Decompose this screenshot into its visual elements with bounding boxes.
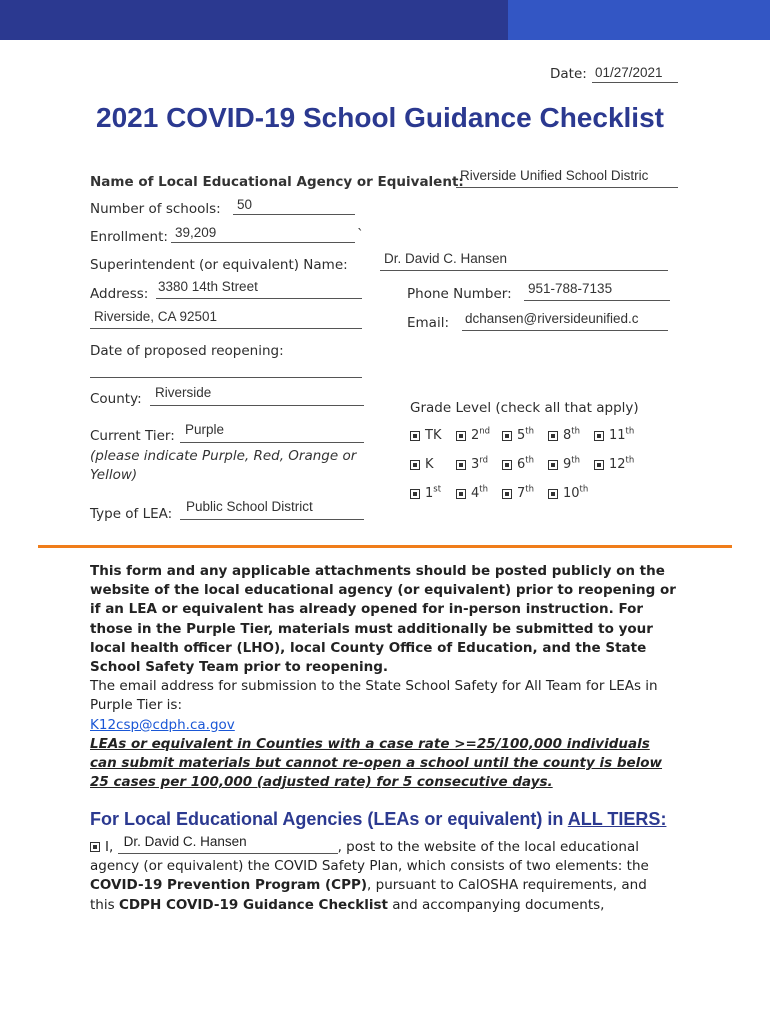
grade-label: 7th (517, 484, 535, 501)
submission-email-link[interactable]: K12csp@cdph.ca.gov (90, 716, 235, 733)
email-underline (462, 330, 668, 331)
attestation-sentence-1: , post to the website of the local educational agency (or equivalent) the COVID Safety Plan, which consists of two elements: the (90, 839, 649, 875)
grade-ordinal-suffix: th (625, 455, 635, 466)
grade-option[interactable] (502, 428, 534, 443)
grade-option[interactable] (456, 486, 488, 501)
grade-label: 9th (563, 455, 581, 472)
case-rate-warning: LEAs or equivalent in Counties with a case rate >=25/100,000 individuals can submit materials but cannot re-open a school until the county is below 25 cases per 100,000 (adjusted rate) for 5 consecutive days. (90, 735, 663, 791)
lea-type-value[interactable]: Public School District (186, 499, 313, 514)
submission-email-text: The email address for submission to the State School Safety for All Team for LEAs in Purple Tier is: (90, 678, 658, 714)
grade-ordinal-suffix: th (479, 484, 489, 495)
grade-label: K (425, 457, 434, 472)
attestation-name-field[interactable] (118, 834, 338, 854)
posting-notice-bold: This form and any applicable attachments should be posted publicly on the website of the local educational agency (or equivalent) prior to reopening or if an LEA or equivalent has already opened for in-person instruction. For those in the Purple Tier, materials must additionally be submitted to your local health officer (LHO), local County Office of Education, and the State School Safety Team prior to reopening. (90, 563, 676, 676)
county-label: County: (90, 391, 142, 407)
superintendent-underline (380, 270, 668, 271)
grade-option[interactable] (456, 457, 488, 472)
tier-hint-line1: (please indicate Purple, Red, Orange or (90, 448, 357, 464)
grade-option[interactable] (456, 428, 490, 443)
address-label: Address: (90, 286, 149, 302)
email-value[interactable]: dchansen@riversideunified.c (465, 311, 639, 326)
grade-option[interactable] (548, 428, 580, 443)
grade-option[interactable] (594, 428, 634, 443)
grade-level-label: Grade Level (check all that apply) (410, 400, 639, 416)
grade-checkbox[interactable] (410, 431, 420, 441)
superintendent-value[interactable]: Dr. David C. Hansen (384, 251, 508, 266)
grade-option[interactable] (410, 486, 441, 501)
grade-ordinal-suffix: th (525, 455, 535, 466)
date-label: Date: (550, 66, 587, 82)
enrollment-underline (171, 242, 355, 243)
address-line1[interactable]: 3380 14th Street (158, 279, 258, 294)
grade-ordinal-suffix: th (525, 484, 535, 495)
grade-checkbox[interactable] (594, 431, 604, 441)
grade-label: 8th (563, 426, 581, 443)
attestation-sentence-3: and accompanying documents, (392, 896, 605, 913)
grade-ordinal-suffix: th (579, 484, 589, 495)
grade-checkbox[interactable] (502, 489, 512, 499)
grade-label: 1st (425, 484, 442, 501)
grade-checkbox[interactable] (410, 460, 420, 470)
grade-checkbox[interactable] (594, 460, 604, 470)
date-value[interactable]: 01/27/2021 (595, 65, 663, 80)
grade-checkbox[interactable] (502, 460, 512, 470)
email-label: Email: (407, 315, 450, 331)
grade-label: 11th (609, 426, 635, 443)
grade-ordinal-suffix: rd (479, 455, 489, 466)
address-line2[interactable]: Riverside, CA 92501 (94, 309, 218, 324)
phone-value[interactable]: 951-788-7135 (528, 281, 613, 296)
grade-label: 5th (517, 426, 535, 443)
cpp-term: COVID-19 Prevention Program (CPP) (90, 877, 368, 894)
grade-checkbox[interactable] (456, 489, 466, 499)
grade-label: 10th (563, 484, 589, 501)
grade-option[interactable] (594, 457, 634, 472)
schools-label: Number of schools: (90, 201, 221, 217)
grade-checkbox[interactable] (548, 431, 558, 441)
grade-label: 12th (609, 455, 635, 472)
grade-ordinal-suffix: th (571, 426, 581, 437)
grade-label: 3rd (471, 455, 489, 472)
all-tiers-statement (90, 834, 675, 915)
tier-label: Current Tier: (90, 428, 175, 444)
tier-hint-line2: Yellow) (90, 467, 138, 483)
header-banner-accent (508, 0, 770, 40)
grade-option[interactable] (410, 457, 434, 472)
attestation-name-value: Dr. David C. Hansen (123, 834, 247, 849)
superintendent-label: Superintendent (or equivalent) Name: (90, 257, 348, 273)
tier-value[interactable]: Purple (185, 422, 225, 437)
lea-type-label: Type of LEA: (90, 506, 173, 522)
enrollment-tail: ` (357, 227, 364, 243)
reopening-label: Date of proposed reopening: (90, 343, 284, 359)
schools-value[interactable]: 50 (237, 197, 253, 212)
grade-checkbox[interactable] (456, 460, 466, 470)
posting-notice (90, 562, 680, 792)
county-underline (150, 405, 364, 406)
grade-label: 6th (517, 455, 535, 472)
grade-option[interactable] (502, 457, 534, 472)
date-underline (592, 82, 678, 83)
grade-option[interactable] (548, 457, 580, 472)
enrollment-value[interactable]: 39,209 (175, 225, 217, 240)
tier-underline (180, 442, 364, 443)
grade-checkbox[interactable] (548, 460, 558, 470)
reopening-underline (90, 377, 362, 378)
grade-option[interactable] (502, 486, 534, 501)
address-line2-underline (90, 328, 362, 329)
grade-label: TK (425, 428, 442, 443)
checklist-term: CDPH COVID-19 Guidance Checklist (118, 896, 388, 913)
grade-ordinal-suffix: nd (479, 426, 491, 437)
enrollment-label: Enrollment: (90, 229, 168, 245)
grade-option[interactable] (548, 486, 588, 501)
grade-label: 4th (471, 484, 489, 501)
grade-checkbox[interactable] (502, 431, 512, 441)
grade-ordinal-suffix: th (571, 455, 581, 466)
attestation-i-label: I, (105, 839, 114, 855)
schools-underline (233, 214, 355, 215)
all-tiers-heading-prefix: For Local Educational Agencies (LEAs or equivalent) in (90, 809, 564, 829)
attestation-checkbox[interactable] (90, 842, 100, 852)
section-divider (38, 545, 732, 548)
grade-checkbox[interactable] (456, 431, 466, 441)
phone-label: Phone Number: (407, 286, 512, 302)
lea-name-label: Name of Local Educational Agency or Equivalent: (90, 174, 464, 190)
grade-checkbox[interactable] (548, 489, 558, 499)
all-tiers-heading-emphasis: ALL TIERS: (567, 809, 667, 829)
lea-name-value[interactable]: Riverside Unified School Distric (460, 168, 649, 183)
lea-type-underline (180, 519, 364, 520)
phone-underline (524, 300, 670, 301)
lea-name-underline (456, 187, 678, 188)
grade-label: 2nd (471, 426, 491, 443)
grade-option[interactable] (410, 428, 441, 443)
grade-checkbox[interactable] (410, 489, 420, 499)
grade-ordinal-suffix: th (525, 426, 535, 437)
address-line1-underline (156, 298, 362, 299)
page-title: 2021 COVID-19 School Guidance Checklist (96, 102, 664, 133)
grade-ordinal-suffix: st (433, 484, 442, 495)
attestation-sentence-2: , pursuant to CalOSHA requirements, and this (90, 877, 647, 913)
grade-ordinal-suffix: th (625, 426, 635, 437)
county-value[interactable]: Riverside (155, 385, 212, 400)
all-tiers-heading (90, 809, 666, 830)
